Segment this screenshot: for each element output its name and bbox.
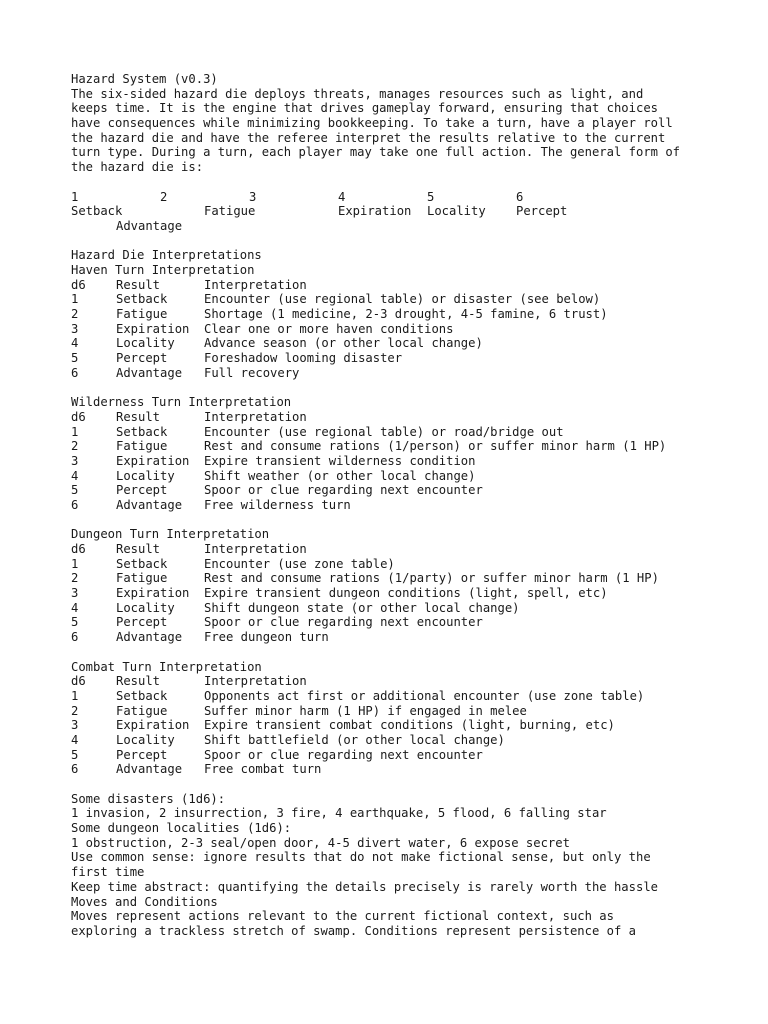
roll-cell: 5: [71, 747, 79, 762]
interpretation-cell: Opponents act first or additional encounter (use zone table): [204, 688, 645, 703]
die-name-wrap-row: [71, 219, 721, 234]
col-header-d6: d6: [71, 277, 86, 292]
hazard-die-overview: [71, 190, 721, 234]
haven-table: [71, 263, 721, 381]
table-row: [71, 601, 721, 616]
result-cell: Fatigue: [116, 439, 168, 454]
col-header-result: Result: [116, 409, 161, 424]
roll-cell: 4: [71, 468, 79, 483]
interpretation-cell: Rest and consume rations (1/person) or suffer minor harm (1 HP): [204, 439, 667, 454]
table-row: [71, 454, 721, 469]
intro-line: have consequences while minimizing bookkeeping. To take a turn, have a player roll: [71, 116, 673, 131]
result-cell: Locality: [116, 468, 175, 483]
die-number: 5: [427, 189, 435, 204]
abstract-time-note: Keep time abstract: quantifying the details precisely is rarely worth the hassle: [71, 879, 658, 894]
table-row: [71, 718, 721, 733]
table-row: [71, 748, 721, 763]
col-header-result: Result: [116, 542, 161, 556]
die-number: 4: [338, 189, 346, 204]
die-name: Expiration: [338, 204, 412, 219]
result-cell: Advantage: [116, 497, 183, 512]
interpretation-cell: Spoor or clue regarding next encounter: [204, 615, 483, 630]
interpretation-cell: Advance season (or other local change): [204, 336, 483, 351]
interpretation-cell: Spoor or clue regarding next encounter: [204, 747, 483, 762]
table-row: [71, 483, 721, 498]
interpretation-cell: Clear one or more haven conditions: [204, 321, 454, 336]
die-name: Setback: [71, 204, 123, 219]
col-header-d6: d6: [71, 674, 86, 689]
roll-cell: 1: [71, 292, 79, 307]
table-row: [71, 615, 721, 630]
col-header-result: Result: [116, 277, 161, 292]
die-number: 3: [249, 189, 257, 204]
result-cell: Locality: [116, 600, 175, 615]
table-header-row: [71, 278, 721, 293]
table-row: [71, 292, 721, 307]
common-sense-note: Use common sense: ignore results that do not make fictional sense, but only the: [71, 850, 651, 865]
interpretation-cell: Encounter (use regional table) or road/bridge out: [204, 424, 564, 439]
table-row: [71, 351, 721, 366]
wilderness-table: [71, 395, 721, 513]
result-cell: Locality: [116, 336, 175, 351]
roll-cell: 6: [71, 762, 79, 777]
interpretation-cell: Shift dungeon state (or other local change): [204, 600, 520, 615]
intro-line: keeps time. It is the engine that drives gameplay forward, ensuring that choices: [71, 101, 658, 116]
interpretation-cell: Free wilderness turn: [204, 497, 351, 512]
col-header-result: Result: [116, 674, 161, 689]
table-row: [71, 733, 721, 748]
table-row: [71, 689, 721, 704]
result-cell: Expiration: [116, 718, 190, 733]
intro-line: the hazard die is:: [71, 160, 204, 175]
table-row: [71, 704, 721, 719]
result-cell: Advantage: [116, 365, 183, 380]
interpretation-cell: Shift weather (or other local change): [204, 468, 476, 483]
interpretation-cell: Rest and consume rations (1/party) or suffer minor harm (1 HP): [204, 571, 659, 586]
result-cell: Expiration: [116, 586, 190, 601]
die-number: 6: [516, 189, 524, 204]
roll-cell: 1: [71, 688, 79, 703]
col-header-interpretation: Interpretation: [204, 674, 307, 689]
result-cell: Expiration: [116, 321, 190, 336]
table-row: [71, 469, 721, 484]
interpretation-cell: Free combat turn: [204, 762, 322, 777]
result-cell: Percept: [116, 483, 168, 498]
roll-cell: 1: [71, 556, 79, 571]
table-row: [71, 630, 721, 645]
table-row: [71, 322, 721, 337]
result-cell: Fatigue: [116, 703, 168, 718]
common-sense-note-cont: first time: [71, 865, 145, 880]
document-page: [71, 72, 721, 939]
result-cell: Advantage: [116, 630, 183, 645]
intro-line: the hazard die and have the referee interpret the results relative to the current: [71, 130, 666, 145]
roll-cell: 6: [71, 497, 79, 512]
moves-conditions-heading: Moves and Conditions: [71, 894, 218, 909]
table-title: Wilderness Turn Interpretation: [71, 395, 292, 410]
roll-cell: 1: [71, 424, 79, 439]
roll-cell: 4: [71, 732, 79, 747]
disasters-list: 1 invasion, 2 insurrection, 3 fire, 4 earthquake, 5 flood, 6 falling star: [71, 806, 607, 821]
col-header-interpretation: Interpretation: [204, 542, 307, 556]
roll-cell: 6: [71, 365, 79, 380]
table-title: Combat Turn Interpretation: [71, 659, 262, 674]
dungeon-table: [71, 527, 721, 645]
die-name: Percept: [516, 204, 568, 219]
table-row: [71, 762, 721, 777]
result-cell: Percept: [116, 351, 168, 366]
result-cell: Setback: [116, 292, 168, 307]
moves-paragraph: Moves represent actions relevant to the current fictional context, such as: [71, 909, 614, 924]
interpretation-cell: Expire transient wilderness condition: [204, 453, 476, 468]
table-title: Haven Turn Interpretation: [71, 262, 255, 277]
table-header-row: [71, 674, 721, 689]
roll-cell: 4: [71, 336, 79, 351]
intro-line: turn type. During a turn, each player may take one full action. The general form of: [71, 145, 681, 160]
table-row: [71, 425, 721, 440]
col-header-interpretation: Interpretation: [204, 277, 307, 292]
intro-paragraph: [71, 87, 721, 175]
table-row: [71, 307, 721, 322]
col-header-d6: d6: [71, 409, 86, 424]
localities-list: 1 obstruction, 2-3 seal/open door, 4-5 divert water, 6 expose secret: [71, 835, 570, 850]
result-cell: Percept: [116, 747, 168, 762]
interpretation-cell: Free dungeon turn: [204, 630, 329, 645]
table-header-row: [71, 542, 721, 557]
interpretation-cell: Full recovery: [204, 365, 300, 380]
die-name: Locality: [427, 204, 486, 219]
intro-line: The six-sided hazard die deploys threats, manages resources such as light, and: [71, 86, 644, 101]
table-header-row: [71, 410, 721, 425]
die-number: 2: [160, 189, 168, 204]
roll-cell: 3: [71, 453, 79, 468]
interpretation-cell: Encounter (use regional table) or disaster (see below): [204, 292, 601, 307]
roll-cell: 5: [71, 615, 79, 630]
result-cell: Advantage: [116, 762, 183, 777]
roll-cell: 3: [71, 718, 79, 733]
interpretation-cell: Spoor or clue regarding next encounter: [204, 483, 483, 498]
roll-cell: 3: [71, 321, 79, 336]
roll-cell: 2: [71, 307, 79, 321]
result-cell: Fatigue: [116, 571, 168, 586]
table-row: [71, 366, 721, 381]
roll-cell: 4: [71, 600, 79, 615]
interpretations-heading: Hazard Die Interpretations: [71, 248, 262, 263]
result-cell: Fatigue: [116, 307, 168, 321]
table-row: [71, 557, 721, 572]
die-name: Advantage: [116, 218, 183, 233]
table-row: [71, 586, 721, 601]
combat-table: [71, 660, 721, 778]
result-cell: Locality: [116, 732, 175, 747]
roll-cell: 5: [71, 483, 79, 498]
closing-section: [71, 792, 721, 939]
table-row: [71, 439, 721, 454]
interpretation-cell: Shift battlefield (or other local change): [204, 732, 505, 747]
roll-cell: 2: [71, 703, 79, 718]
interpretation-cell: Expire transient dungeon conditions (light, spell, etc): [204, 586, 608, 601]
table-row: [71, 336, 721, 351]
table-row: [71, 571, 721, 586]
interpretation-cell: Shortage (1 medicine, 2-3 drought, 4-5 famine, 6 trust): [204, 307, 608, 321]
roll-cell: 5: [71, 351, 79, 366]
interpretation-cell: Foreshadow looming disaster: [204, 351, 403, 366]
localities-heading: Some dungeon localities (1d6):: [71, 821, 292, 836]
die-name: Fatigue: [204, 204, 256, 219]
roll-cell: 3: [71, 586, 79, 601]
die-number-row: [71, 190, 721, 205]
roll-cell: 2: [71, 571, 79, 586]
result-cell: Setback: [116, 424, 168, 439]
result-cell: Setback: [116, 556, 168, 571]
interpretation-cell: Suffer minor harm (1 HP) if engaged in melee: [204, 703, 527, 718]
col-header-interpretation: Interpretation: [204, 409, 307, 424]
result-cell: Expiration: [116, 453, 190, 468]
table-title: Dungeon Turn Interpretation: [71, 527, 270, 542]
result-cell: Setback: [116, 688, 168, 703]
result-cell: Percept: [116, 615, 168, 630]
table-row: [71, 498, 721, 513]
roll-cell: 6: [71, 630, 79, 645]
document-title: Hazard System (v0.3): [71, 72, 218, 86]
moves-paragraph: exploring a trackless stretch of swamp. Conditions represent persistence of a: [71, 923, 636, 938]
disasters-heading: Some disasters (1d6):: [71, 791, 226, 806]
interpretation-cell: Expire transient combat conditions (light, burning, etc): [204, 718, 615, 733]
die-number: 1: [71, 189, 79, 204]
interpretation-cell: Encounter (use zone table): [204, 556, 395, 571]
die-name-row: [71, 204, 721, 219]
roll-cell: 2: [71, 439, 79, 454]
col-header-d6: d6: [71, 542, 86, 556]
